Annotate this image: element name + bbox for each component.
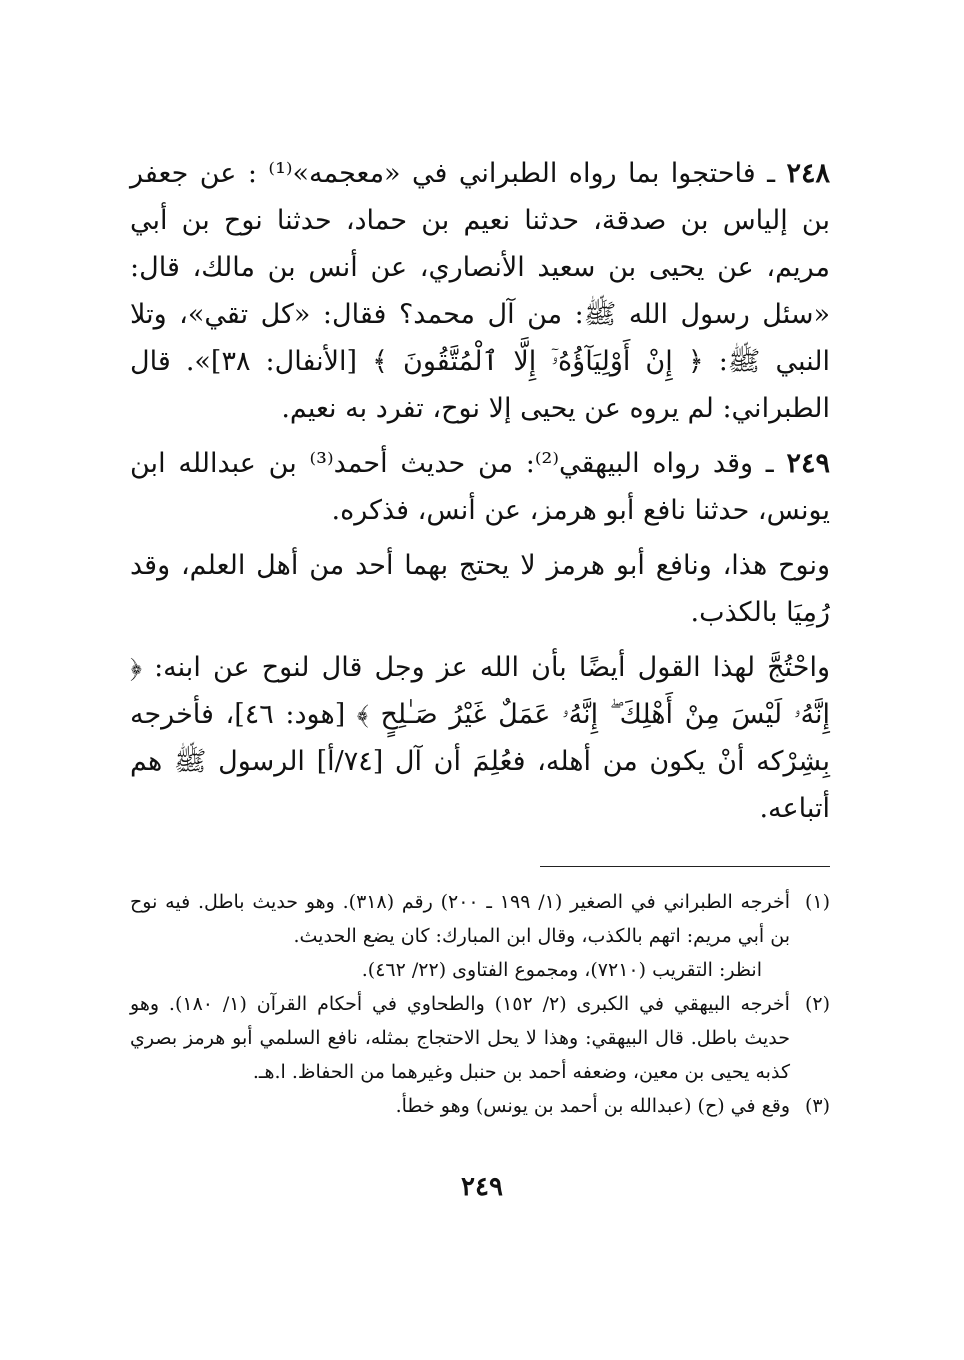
footnote-separator <box>540 866 830 867</box>
paragraph-number: ٢٤٩ <box>786 448 830 479</box>
footnote-body: أخرجه الطبراني في الصغير (١/ ١٩٩ ـ ٢٠٠) رقم (٣١٨). وهو حديث باطل. فيه نوح بن أبي مريم: اتهم بالكذب، وقال ابن المبارك: كان يضع الحديث. <box>130 891 790 947</box>
paragraph-text: ونوح هذا، ونافع أبو هرمز لا يحتج بهما أحد من أهل العلم، وقد رُمِيَا بالكذب. <box>130 550 830 628</box>
footnote-marker: (٢) <box>804 993 830 1015</box>
page-number: ٢٤٩ <box>461 1172 503 1202</box>
page-body <box>130 150 830 1123</box>
footnote-text <box>130 885 790 987</box>
footnote-extra: انظر: التقريب (٧٢١٠)، ومجموع الفتاوى (٢٢/ ٤٦٢). <box>361 959 762 981</box>
main-text <box>130 150 830 832</box>
paragraph-text: واحْتُجَّ لهذا القول أيضًا بأن الله عز وجل قال لنوح عن ابنه: ﴿ إِنَّهُۥ لَيْسَ مِنْ أَهْلِكَ ۖ إِنَّهُۥ عَمَلٌ غَيْرُ صَـٰلِحٍ ﴾ [هود: ٤٦]، فأخرجه بِشِرْكه أنْ يكون من أهله، فعُلِمَ أن آل [٧٤/أ] الرسول ﷺ هم أتباعه. <box>130 652 830 824</box>
paragraph-249 <box>130 440 830 534</box>
footnote-marker: (١) <box>804 891 830 913</box>
footnote-3 <box>130 1089 830 1123</box>
footnote-text <box>130 1089 790 1123</box>
footnote-1 <box>130 885 830 987</box>
footnotes <box>130 885 830 1123</box>
footnote-marker: (٣) <box>804 1095 830 1117</box>
paragraph-text: ـ وقد رواه البيهقي⁽²⁾: من حديث أحمد⁽³⁾ بن عبدالله ابن يونس، حدثنا نافع أبو هرمز، عن أنس، فذكره. <box>130 448 830 526</box>
paragraph-248 <box>130 150 830 432</box>
footnote-body: أخرجه البيهقي في الكبرى (٢/ ١٥٢) والطحاوي في أحكام القرآن (١/ ١٨٠). وهو حديث باطل. قال البيهقي: وهذا لا يحل الاحتجاج بمثله، نافع السلمي أبو هرمز بصري كذبه يحيى بن معين، وضعفه أحمد بن حنبل وغيرهما من الحفاظ. ا.هـ. <box>130 993 790 1083</box>
footnote-body: وقع في (ح) (عبدالله بن أحمد بن يونس) وهو خطأ. <box>395 1095 790 1117</box>
footnote-text <box>130 987 790 1089</box>
paragraph-text: ـ فاحتجوا بما رواه الطبراني في «معجمه»⁽¹⁾ : عن جعفر بن إلياس بن صدقة، حدثنا نعيم بن حماد، حدثنا نوح بن أبي مريم، عن يحيى بن سعيد الأنصاري، عن أنس بن مالك، قال: «سئل رسول الله ﷺ: من آل محمد؟ فقال: «كل تقي»، وتلا النبي ﷺ: ﴿ إِنْ أَوْلِيَآؤُهُۥٓ إِلَّا ٱلْمُتَّقُونَ ﴾ [الأنفال: ٣٨]». قال الطبراني: لم يروه عن يحيى إلا نوح، تفرد به نعيم. <box>130 158 830 424</box>
footnote-2 <box>130 987 830 1089</box>
paragraph-number: ٢٤٨ <box>786 158 831 189</box>
paragraph-argument <box>130 644 830 832</box>
paragraph-commentary <box>130 542 830 636</box>
